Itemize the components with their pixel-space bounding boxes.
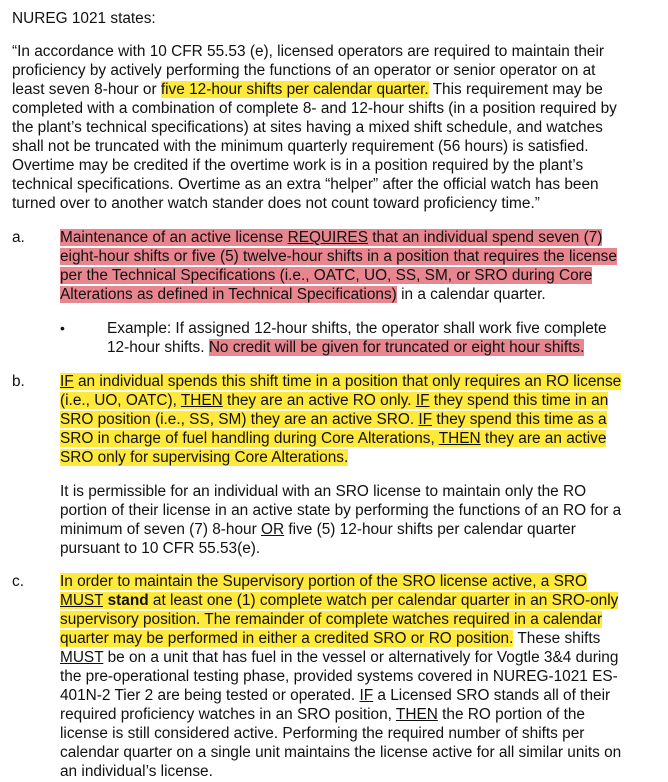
text-run: IF [415, 392, 430, 409]
text-line [107, 319, 607, 338]
text-run: REQUIRES [287, 229, 368, 246]
text-run: eight-hour shifts or five (5) twelve-hour shifts in a position that requires the license [60, 248, 617, 265]
text-run: in a calendar quarter. [396, 286, 546, 303]
text-run: stand [107, 592, 149, 609]
text-line [60, 520, 576, 539]
text-run: It is permissible for an individual with an SRO license to maintain only the RO [60, 483, 587, 500]
quote-line [12, 137, 589, 156]
text-run: supervisory position. The remainder of complete watches required in a calendar [60, 611, 603, 628]
text-run: Overtime may be credited if the overtime work is in a position required by the plant’s [12, 157, 584, 174]
text-run: IF [60, 373, 74, 390]
text-run: they spend this time as a [432, 411, 607, 428]
text-run: the plant’s technical specifications) at sites having a mixed shift schedule, and watches [12, 119, 603, 136]
text-run: shall not be truncated with the minimum quarterly requirement (56 hours) is satisfied. [12, 138, 589, 155]
text-line [60, 743, 621, 762]
text-line [60, 501, 621, 520]
text-run: be on a unit that has fuel in the vessel or alternatively for Vogtle 3&4 during [103, 649, 619, 666]
text-run: proficiency by actively performing the functions of an operator or senior operator on at [12, 62, 596, 79]
text-run: turned over to another watch stander does not count toward proficiency time.” [12, 195, 540, 212]
text-run: an individual’s license. [60, 763, 213, 780]
highlight: five 12-hour shifts per calendar quarter. [160, 81, 429, 98]
text-run: In order to maintain the Supervisory portion of the SRO license active, a SRO [60, 573, 587, 590]
text-run: MUST [60, 649, 104, 666]
text-run: the RO portion of the [437, 706, 585, 723]
text-line [60, 372, 621, 391]
text-run: MUST [60, 592, 104, 609]
text-run: OR [261, 521, 285, 538]
bullet-icon: • [60, 320, 65, 336]
text-line [60, 410, 607, 429]
list-marker: c. [12, 573, 24, 590]
text-run: the pre-operational testing phase, provided systems covered in NUREG-1021 ES- [60, 668, 618, 685]
text-run: SRO only for supervising Core Alterations. [60, 449, 349, 466]
text-run: pursuant to 10 CFR 55.53(e). [60, 540, 261, 557]
text-run: THEN [438, 430, 481, 447]
text-run: THEN [395, 706, 438, 723]
text-line [60, 391, 608, 410]
text-run: This requirement may be [428, 81, 603, 98]
text-line [60, 482, 586, 501]
text-line [60, 610, 602, 629]
text-run: (i.e., UO, OATC), [60, 392, 181, 409]
text-run: per the Technical Specifications (i.e., OATC, UO, SS, SM, or SRO during Core [60, 267, 593, 284]
quote-line [12, 194, 540, 213]
text-line [60, 629, 600, 648]
text-run: “In accordance with 10 CFR 55.53 (e), licensed operators are required to maintain their [12, 43, 604, 60]
text-run: required proficiency watches in an SRO position, [60, 706, 396, 723]
text-line [107, 338, 584, 357]
text-run: at least one (1) complete watch per calendar quarter in an SRO-only [148, 592, 619, 609]
text-run: These shifts [513, 630, 601, 647]
text-run [103, 592, 107, 609]
list-marker: a. [12, 229, 25, 246]
text-line [60, 648, 618, 667]
text-run: SRO in charge of fuel handling during Core Alterations, [60, 430, 439, 447]
text-run: quarter may be performed in either a credited SRO or RO position. [60, 630, 514, 647]
text-run: technical specifications. Overtime as an extra “helper” after the official watch has been [12, 176, 599, 193]
text-run: license is still considered active. Performing the required number of shifts per [60, 725, 585, 742]
text-run: a Licensed SRO stands all of their [373, 687, 611, 704]
quote-line [12, 175, 599, 194]
text-run: THEN [180, 392, 223, 409]
quote-line [12, 99, 617, 118]
quote-line [12, 61, 595, 80]
text-run: they spend this time in an [429, 392, 609, 409]
text-run: IF [359, 687, 374, 704]
text-run: portion of their license in an active state by performing the functions of an RO for a [60, 502, 622, 519]
text-line [60, 285, 546, 304]
text-run: 401N-2 Tier 2 are being tested or operated. [60, 687, 360, 704]
quote-line [12, 80, 603, 99]
text-run: completed with a combination of complete 8- and 12-hour shifts (in a position required by [12, 100, 617, 117]
text-run: they are an active RO only. [222, 392, 416, 409]
text-line [60, 591, 618, 610]
text-line [60, 429, 606, 448]
text-run: No credit will be given for truncated or eight hour shifts. [208, 339, 585, 356]
text-line [60, 705, 585, 724]
text-run: they are an active [480, 430, 607, 447]
text-line [60, 724, 584, 743]
quote-line [12, 118, 603, 137]
text-run: an individual spends this shift time in a position that only requires an RO license [73, 373, 622, 390]
text-run: five (5) 12-hour shifts per calendar quarter [284, 521, 576, 538]
quote-line [12, 156, 583, 175]
text-line [60, 667, 618, 686]
text-line [60, 572, 587, 591]
text-line [60, 539, 260, 558]
list-marker: b. [12, 373, 25, 390]
text-run: IF [418, 411, 433, 428]
quote-line [12, 42, 604, 61]
text-run: that an individual spend seven (7) [367, 229, 603, 246]
text-run: calendar quarter on a single unit maintains the license active for all similar units on [60, 744, 622, 761]
text-line [60, 228, 602, 247]
text-run: Example: If assigned 12-hour shifts, the operator shall work five complete [107, 320, 607, 337]
heading [12, 9, 156, 28]
text-line [60, 448, 348, 467]
text-run: 12-hour shifts. [107, 339, 209, 356]
text-run: minimum of seven (7) 8-hour [60, 521, 262, 538]
text-line [60, 762, 213, 781]
text-line [60, 686, 610, 705]
text-run: Alterations as defined in Technical Specifications) [60, 286, 397, 303]
text-run: least seven 8-hour or [12, 81, 161, 98]
text-line [60, 247, 617, 266]
text-run: NUREG 1021 states: [12, 10, 156, 27]
text-run: SRO position (i.e., SS, SM) they are an active SRO. [60, 411, 419, 428]
text-run: Maintenance of an active license [60, 229, 288, 246]
text-line [60, 266, 592, 285]
